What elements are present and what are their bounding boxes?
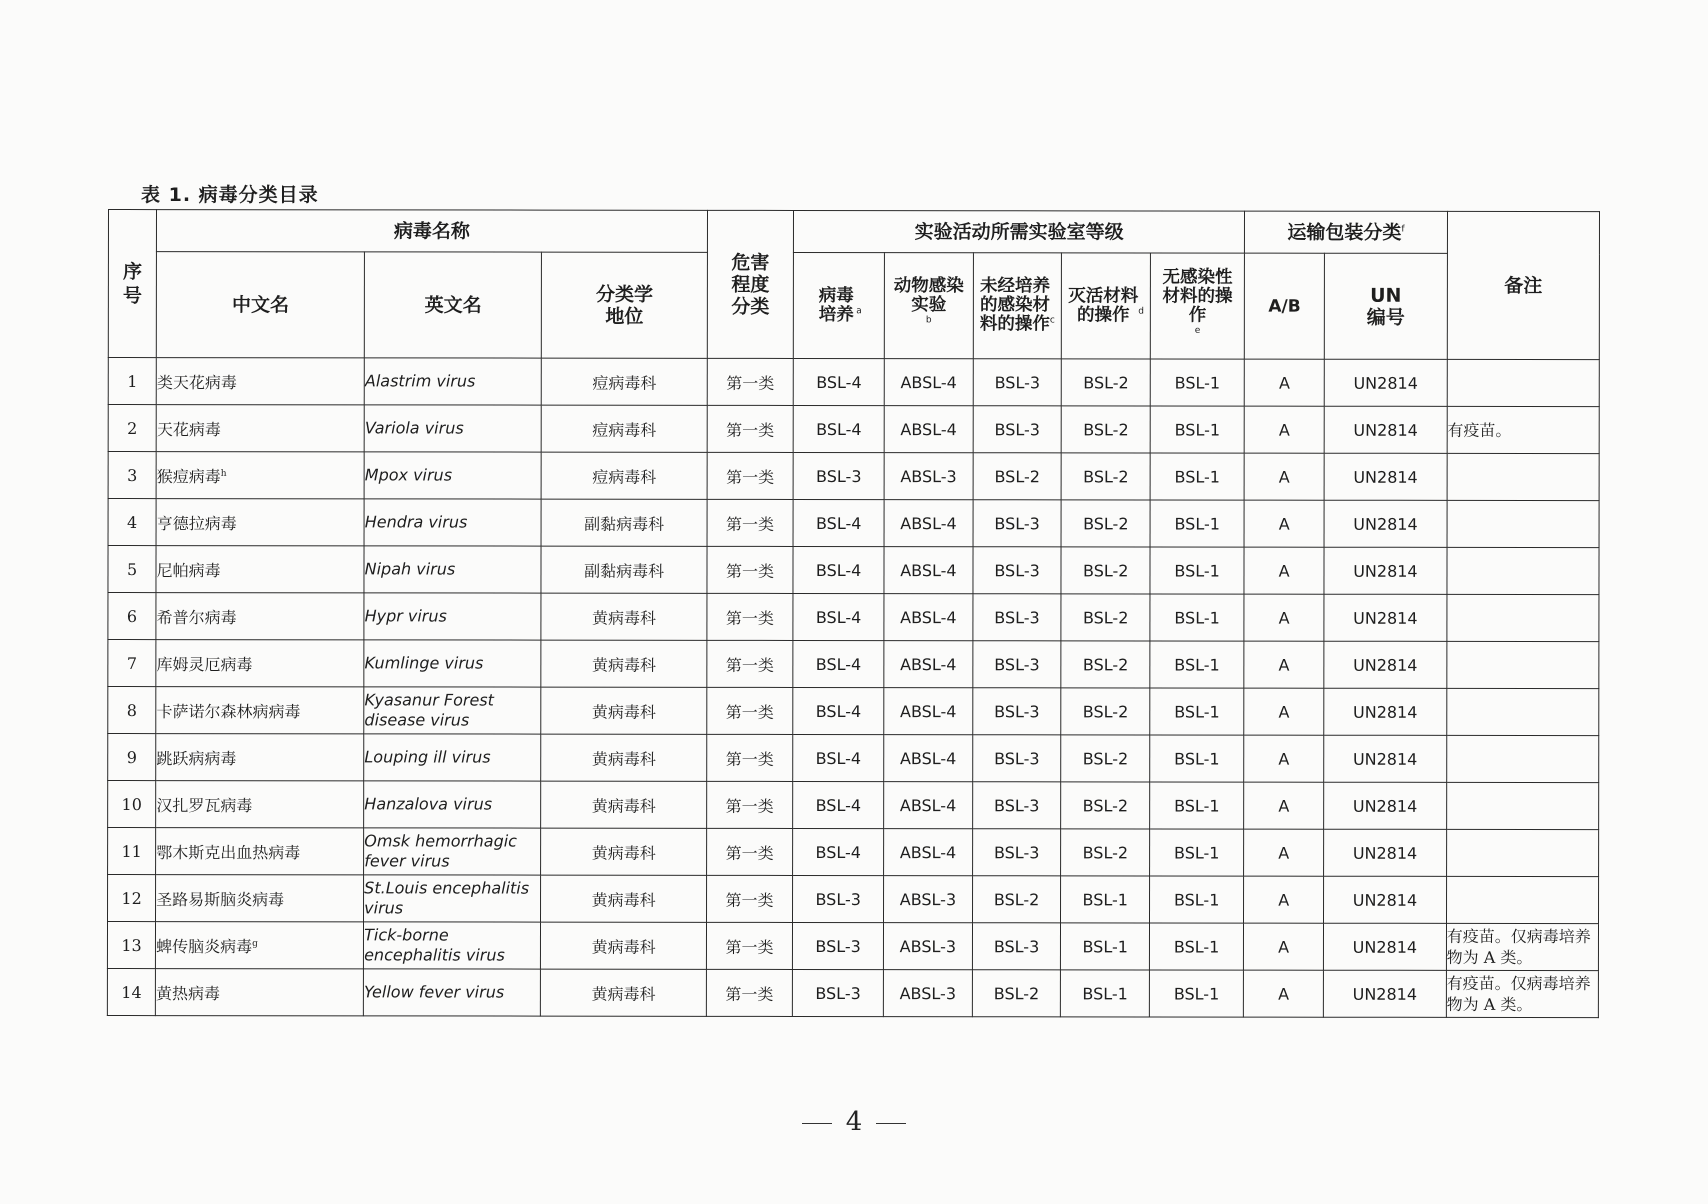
cell-cn-name [156, 734, 364, 781]
cell-seq: 12 [108, 875, 156, 922]
cn-name-text: 尼帕病毒 [156, 560, 221, 580]
cell-cn-name [156, 875, 364, 922]
cell-noninfectious: BSL-1 [1149, 970, 1243, 1017]
cell-en-name: St.Louis encephalitis virus [364, 875, 541, 922]
cn-name-text: 猴痘病毒 [156, 466, 221, 486]
table-row [108, 452, 1599, 501]
cell-seq: 6 [108, 593, 156, 640]
cell-noninfectious: BSL-1 [1150, 453, 1244, 500]
cell-note [1446, 829, 1598, 876]
table-row [108, 640, 1599, 689]
cell-en-name: Variola virus [364, 405, 541, 452]
header-culture-sup: a [856, 305, 862, 316]
cell-un: UN2814 [1324, 500, 1447, 547]
cell-inactivated: BSL-2 [1062, 453, 1151, 500]
cell-en-name: Louping ill virus [364, 734, 541, 781]
header-remarks: 备注 [1447, 211, 1599, 359]
header-un [1324, 253, 1447, 359]
cell-uncultured: BSL-3 [972, 735, 1061, 782]
cell-culture: BSL-4 [793, 828, 884, 875]
table-row [108, 499, 1599, 548]
cell-uncultured: BSL-2 [973, 453, 1062, 500]
cell-un: UN2814 [1324, 876, 1447, 923]
cell-taxonomy: 副黏病毒科 [541, 499, 706, 546]
cell-culture: BSL-4 [793, 499, 884, 546]
cn-name-text: 库姆灵厄病毒 [156, 654, 253, 674]
cell-hazard: 第一类 [706, 969, 793, 1016]
cell-hazard: 第一类 [707, 546, 794, 593]
cell-cn-name [156, 781, 364, 828]
cell-animal: ABSL-4 [884, 782, 973, 829]
cell-noninfectious: BSL-1 [1150, 735, 1244, 782]
cell-seq: 14 [107, 968, 155, 1015]
cell-cn-name [156, 922, 364, 969]
cell-inactivated: BSL-1 [1061, 923, 1150, 970]
page-number-value: 4 [845, 1107, 863, 1137]
cell-animal: ABSL-4 [884, 359, 973, 406]
cell-un: UN2814 [1324, 547, 1447, 594]
cell-cn-name [156, 499, 364, 546]
cell-taxonomy: 黄病毒科 [541, 593, 706, 640]
page-number [0, 1107, 1708, 1137]
cell-culture: BSL-4 [793, 640, 884, 687]
page-number-dash-right [876, 1123, 906, 1124]
header-animal [884, 253, 973, 359]
cell-seq: 10 [108, 781, 156, 828]
cell-en-name: Omsk hemorrhagic fever virus [364, 828, 541, 875]
cell-seq: 5 [108, 546, 156, 593]
cell-cn-name [156, 828, 364, 875]
cell-en-name: Mpox virus [364, 452, 541, 499]
cell-seq: 2 [108, 405, 156, 452]
cell-note [1447, 500, 1599, 547]
cell-inactivated: BSL-2 [1061, 500, 1150, 547]
table-row [108, 875, 1599, 924]
cell-cn-name [156, 405, 364, 452]
header-taxonomy-text: 分类学地位 [595, 283, 654, 328]
cell-cn-name [156, 640, 364, 687]
cell-taxonomy: 黄病毒科 [541, 640, 706, 687]
cell-note: 有疫苗。 [1447, 406, 1599, 453]
cell-culture: BSL-4 [793, 734, 884, 781]
cell-inactivated: BSL-2 [1061, 547, 1150, 594]
cell-taxonomy: 副黏病毒科 [541, 546, 706, 593]
header-taxonomy [542, 252, 707, 358]
table-row [108, 734, 1599, 783]
cell-seq: 7 [108, 640, 156, 687]
cell-taxonomy: 黄病毒科 [541, 875, 706, 922]
cell-noninfectious: BSL-1 [1150, 782, 1244, 829]
cell-uncultured: BSL-3 [972, 923, 1061, 970]
cell-seq: 4 [108, 499, 156, 546]
cell-taxonomy: 黄病毒科 [541, 922, 706, 969]
cell-seq: 13 [107, 922, 155, 969]
cell-ab: A [1244, 641, 1324, 688]
header-noninfectious-text: 无感染性材料的操作 [1162, 266, 1233, 326]
cell-inactivated: BSL-2 [1061, 782, 1150, 829]
header-uncultured [973, 253, 1062, 359]
header-seq-text: 序号 [122, 260, 143, 307]
cell-uncultured: BSL-3 [973, 406, 1062, 453]
header-transport-sup: f [1401, 223, 1405, 234]
cell-taxonomy: 痘病毒科 [542, 358, 707, 405]
cell-note: 有疫苗。仅病毒培养物为 A 类。 [1446, 923, 1598, 970]
cell-noninfectious: BSL-1 [1150, 500, 1244, 547]
header-culture [794, 252, 885, 358]
cell-note [1447, 594, 1599, 641]
cell-ab: A [1244, 359, 1324, 406]
cell-en-name: Nipah virus [364, 546, 541, 593]
cell-hazard: 第一类 [707, 358, 794, 405]
header-animal-text: 动物感染实验 [893, 276, 964, 316]
header-noninfectious [1150, 253, 1244, 359]
table-row [107, 968, 1598, 1017]
cell-inactivated: BSL-2 [1062, 406, 1151, 453]
cell-en-name: Tick-borne encephalitis virus [364, 922, 541, 969]
cell-ab: A [1244, 829, 1324, 876]
cell-seq: 8 [108, 687, 156, 734]
cell-uncultured: BSL-3 [973, 500, 1062, 547]
cell-taxonomy: 黄病毒科 [541, 781, 706, 828]
cell-note [1447, 641, 1599, 688]
cell-seq: 9 [108, 734, 156, 781]
cell-animal: ABSL-3 [884, 453, 973, 500]
cell-animal: ABSL-4 [884, 406, 973, 453]
cell-un: UN2814 [1324, 735, 1447, 782]
cell-cn-name [156, 452, 364, 499]
cell-un: UN2814 [1324, 829, 1447, 876]
cell-animal: ABSL-4 [884, 688, 973, 735]
table-title: 表 1. 病毒分类目录 [141, 184, 319, 206]
cell-ab: A [1244, 500, 1324, 547]
cell-note [1446, 782, 1598, 829]
cell-hazard: 第一类 [707, 405, 794, 452]
cell-cn-name [156, 687, 364, 734]
cell-hazard: 第一类 [707, 687, 794, 734]
cell-noninfectious: BSL-1 [1150, 923, 1244, 970]
cell-culture: BSL-3 [793, 452, 884, 499]
cell-hazard: 第一类 [706, 828, 793, 875]
cell-uncultured: BSL-3 [972, 829, 1061, 876]
cn-name-sup: h [220, 468, 227, 479]
cell-ab: A [1244, 406, 1324, 453]
cell-ab: A [1244, 547, 1324, 594]
table-row [108, 593, 1599, 642]
cell-note [1446, 876, 1598, 923]
header-en-name: 英文名 [364, 252, 541, 358]
header-uncultured-sup: c [1049, 315, 1055, 326]
table-row [108, 828, 1599, 877]
cell-ab: A [1244, 453, 1324, 500]
cell-uncultured: BSL-3 [973, 688, 1062, 735]
cell-un: UN2814 [1324, 923, 1447, 970]
cn-name-sup: g [252, 938, 258, 949]
table-row [107, 922, 1598, 971]
cell-taxonomy: 黄病毒科 [541, 969, 706, 1016]
cell-culture: BSL-3 [793, 875, 884, 922]
header-un-text: UN编号 [1366, 284, 1405, 329]
cell-en-name: Hypr virus [364, 593, 541, 640]
cell-uncultured: BSL-2 [972, 970, 1061, 1017]
header-inactivated [1062, 253, 1151, 359]
cell-culture: BSL-4 [793, 687, 884, 734]
cell-cn-name [156, 969, 364, 1016]
cell-noninfectious: BSL-1 [1150, 641, 1244, 688]
cell-en-name: Hanzalova virus [364, 781, 541, 828]
cell-inactivated: BSL-2 [1062, 359, 1151, 406]
header-hazard-text: 危害程度分类 [731, 251, 770, 318]
cn-name-text: 天花病毒 [156, 419, 221, 439]
cell-animal: ABSL-3 [884, 876, 973, 923]
cell-en-name: Kyasanur Forest disease virus [364, 687, 541, 734]
cell-uncultured: BSL-3 [973, 641, 1062, 688]
cell-note [1446, 688, 1598, 735]
cell-note [1447, 547, 1599, 594]
cell-uncultured: BSL-3 [972, 782, 1061, 829]
cell-noninfectious: BSL-1 [1150, 829, 1244, 876]
header-inactivated-sup: d [1138, 306, 1144, 317]
cell-hazard: 第一类 [707, 452, 794, 499]
header-noninfectious-sup: e [1194, 325, 1201, 336]
cell-animal: ABSL-3 [883, 970, 972, 1017]
table-row [108, 781, 1599, 830]
cell-seq: 3 [108, 452, 156, 499]
cell-ab: A [1244, 688, 1324, 735]
cell-noninfectious: BSL-1 [1150, 876, 1244, 923]
cell-noninfectious: BSL-1 [1150, 594, 1244, 641]
cn-name-text: 汉扎罗瓦病毒 [156, 795, 253, 815]
table-body [107, 358, 1599, 1018]
cell-cn-name [156, 593, 364, 640]
cell-hazard: 第一类 [706, 922, 793, 969]
cell-hazard: 第一类 [706, 734, 793, 781]
cell-culture: BSL-4 [793, 546, 884, 593]
cell-un: UN2814 [1324, 594, 1447, 641]
cn-name-text: 希普尔病毒 [156, 607, 237, 627]
cell-inactivated: BSL-2 [1061, 829, 1150, 876]
header-seq [108, 210, 156, 358]
virus-classification-table [107, 209, 1600, 1018]
cn-name-text: 黄热病毒 [156, 983, 221, 1003]
cell-inactivated: BSL-2 [1061, 594, 1150, 641]
cell-en-name: Yellow fever virus [364, 969, 541, 1016]
header-cn-name: 中文名 [156, 252, 364, 358]
cell-animal: ABSL-3 [884, 923, 973, 970]
cell-ab: A [1244, 594, 1324, 641]
page-number-dash-left [802, 1123, 832, 1124]
cell-culture: BSL-4 [793, 781, 884, 828]
cell-uncultured: BSL-3 [973, 594, 1062, 641]
header-virus-name: 病毒名称 [157, 210, 708, 253]
header-transport [1245, 211, 1448, 253]
cell-taxonomy: 黄病毒科 [541, 687, 706, 734]
cell-culture: BSL-3 [793, 922, 884, 969]
cn-name-text: 亨德拉病毒 [156, 513, 237, 533]
cell-taxonomy: 痘病毒科 [542, 452, 707, 499]
cell-seq: 11 [108, 828, 156, 875]
cell-inactivated: BSL-2 [1061, 735, 1150, 782]
cell-culture: BSL-4 [793, 405, 884, 452]
cell-un: UN2814 [1324, 406, 1447, 453]
cell-noninfectious: BSL-1 [1150, 688, 1244, 735]
cell-animal: ABSL-4 [884, 735, 973, 782]
header-animal-sup: b [925, 315, 932, 326]
table-header [108, 210, 1599, 360]
cell-en-name: Kumlinge virus [364, 640, 541, 687]
cell-noninfectious: BSL-1 [1150, 406, 1244, 453]
cell-animal: ABSL-4 [884, 500, 973, 547]
cell-ab: A [1244, 735, 1324, 782]
cell-note: 有疫苗。仅病毒培养物为 A 类。 [1446, 970, 1598, 1017]
cell-note [1447, 359, 1599, 406]
cell-un: UN2814 [1324, 359, 1447, 406]
cell-animal: ABSL-4 [884, 547, 973, 594]
cell-cn-name [156, 546, 364, 593]
cell-un: UN2814 [1324, 782, 1447, 829]
cell-hazard: 第一类 [707, 499, 794, 546]
cell-hazard: 第一类 [706, 875, 793, 922]
cell-note [1446, 735, 1598, 782]
cell-culture: BSL-4 [793, 593, 884, 640]
table-row [108, 546, 1599, 595]
cn-name-text: 卡萨诺尔森林病病毒 [156, 701, 301, 721]
cell-un: UN2814 [1323, 970, 1446, 1017]
cell-ab: A [1244, 782, 1324, 829]
cell-hazard: 第一类 [707, 593, 794, 640]
table-row [108, 405, 1599, 454]
table-row [108, 358, 1599, 407]
cell-uncultured: BSL-3 [973, 547, 1062, 594]
cell-un: UN2814 [1324, 688, 1447, 735]
header-ab: A/B [1245, 253, 1325, 359]
cell-ab: A [1244, 970, 1324, 1017]
cell-animal: ABSL-4 [884, 594, 973, 641]
header-transport-text: 运输包装分类 [1287, 221, 1402, 244]
cell-noninfectious: BSL-1 [1150, 359, 1244, 406]
cell-note [1447, 453, 1599, 500]
header-hazard [707, 210, 794, 358]
cn-name-text: 跳跃病病毒 [156, 748, 237, 768]
cell-animal: ABSL-4 [884, 829, 973, 876]
cell-en-name: Alastrim virus [364, 358, 541, 405]
header-culture-text: 病毒培养 [818, 285, 854, 325]
cn-name-text: 类天花病毒 [156, 372, 237, 392]
cell-seq: 1 [108, 358, 156, 405]
cell-cn-name [156, 358, 364, 405]
cell-hazard: 第一类 [707, 640, 794, 687]
header-uncultured-text: 未经培养的感染材料的操作 [979, 276, 1051, 335]
cell-culture: BSL-4 [793, 358, 884, 405]
cn-name-text: 圣路易斯脑炎病毒 [156, 889, 285, 909]
cell-un: UN2814 [1324, 453, 1447, 500]
cell-taxonomy: 黄病毒科 [541, 828, 706, 875]
cell-un: UN2814 [1324, 641, 1447, 688]
cell-culture: BSL-3 [793, 969, 884, 1016]
table-row [108, 687, 1599, 736]
cell-ab: A [1244, 923, 1324, 970]
cell-noninfectious: BSL-1 [1150, 547, 1244, 594]
cell-animal: ABSL-4 [884, 641, 973, 688]
cell-ab: A [1244, 876, 1324, 923]
cell-uncultured: BSL-3 [973, 359, 1062, 406]
cell-inactivated: BSL-2 [1061, 641, 1150, 688]
cell-inactivated: BSL-1 [1061, 970, 1150, 1017]
cell-uncultured: BSL-2 [972, 876, 1061, 923]
cell-inactivated: BSL-2 [1061, 688, 1150, 735]
cell-inactivated: BSL-1 [1061, 876, 1150, 923]
cell-hazard: 第一类 [706, 781, 793, 828]
header-lab-level: 实验活动所需实验室等级 [794, 210, 1245, 253]
header-inactivated-text: 灭活材料的操作 [1068, 285, 1139, 325]
cn-name-text: 鄂木斯克出血热病毒 [156, 842, 301, 862]
cell-taxonomy: 痘病毒科 [542, 405, 707, 452]
cn-name-text: 蜱传脑炎病毒 [156, 936, 253, 956]
cell-taxonomy: 黄病毒科 [541, 734, 706, 781]
cell-en-name: Hendra virus [364, 499, 541, 546]
